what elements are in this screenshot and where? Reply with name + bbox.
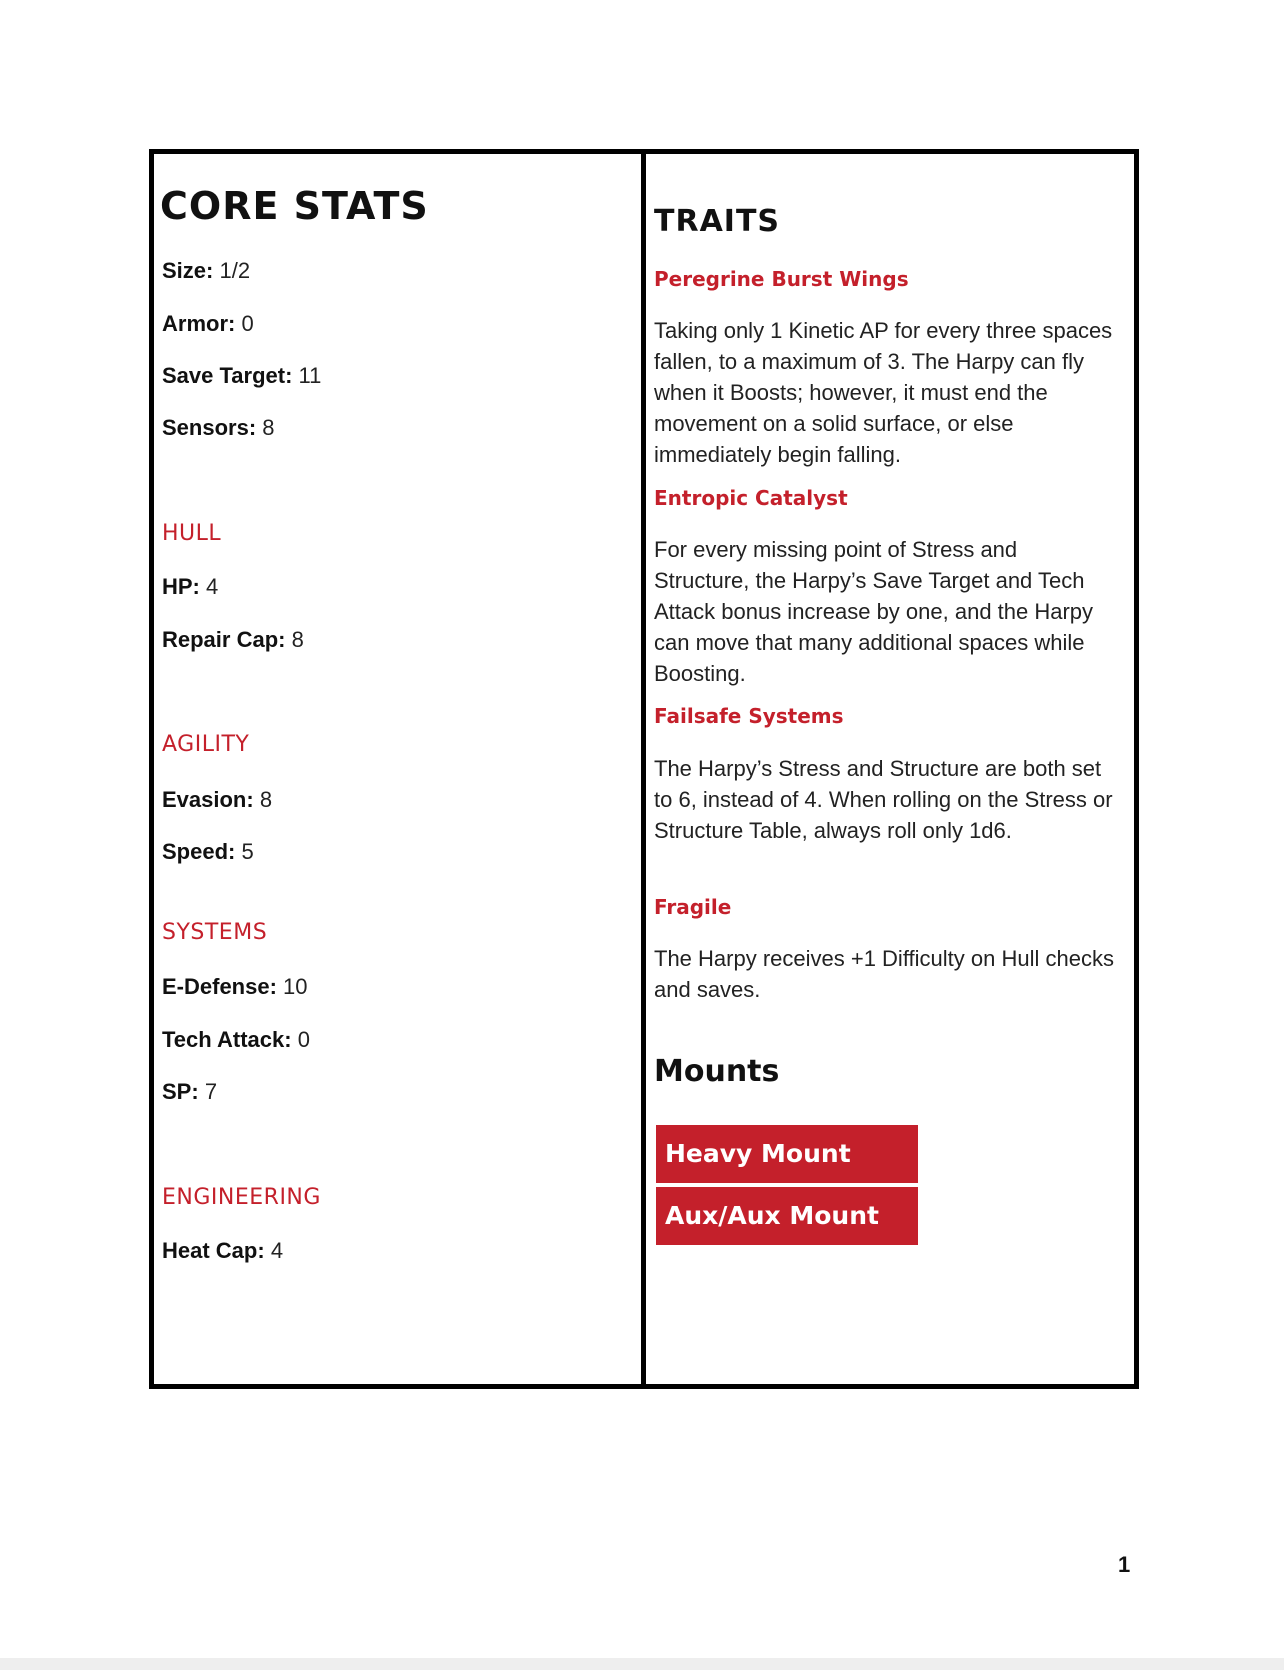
trait-name: Failsafe Systems [654,704,844,728]
trait-name: Peregrine Burst Wings [654,267,909,291]
stat-sensors: Sensors: 8 [162,415,275,440]
trait-description: The Harpy’s Stress and Structure are both set to 6, instead of 4. When rolling on the Stress or Structure Table, always roll only 1d6. [654,756,1113,843]
stat-sheet [149,149,1139,1389]
hull-heading: HULL [162,521,222,546]
stat-size: Size: 1/2 [162,258,251,283]
stat-save-target: Save Target: 11 [162,363,322,388]
systems-heading: SYSTEMS [162,920,268,945]
trait-name: Entropic Catalyst [654,486,848,510]
mounts-title: Mounts [654,1054,780,1089]
stat-hp: HP: 4 [162,574,219,599]
page-bottom-bar [0,1658,1284,1670]
core-stats-column [154,154,646,1384]
stat-armor: Armor: 0 [162,311,254,336]
stat-speed: Speed: 5 [162,839,254,864]
stat-sp: SP: 7 [162,1079,218,1104]
heavy-mount-button[interactable]: Heavy Mount [656,1125,918,1183]
stat-heat-cap: Heat Cap: 4 [162,1238,284,1263]
trait-description: Taking only 1 Kinetic AP for every three spaces fallen, to a maximum of 3. The Harpy can fly when it Boosts; however, it must end the movement on a solid surface, or else immediately begin falling. [654,318,1113,467]
trait-name: Fragile [654,895,732,919]
core-stats-title: CORE STATS [160,184,429,228]
traits-title: TRAITS [654,204,781,239]
page-number: 1 [1118,1552,1131,1577]
trait-description: The Harpy receives +1 Difficulty on Hull checks and saves. [654,946,1114,1002]
trait-description: For every missing point of Stress and Structure, the Harpy’s Save Target and Tech Attack bonus increase by one, and the Harpy can move that many additional spaces while Boosting. [654,537,1094,686]
stat-evasion: Evasion: 8 [162,787,273,812]
aux-aux-mount-button[interactable]: Aux/Aux Mount [656,1187,918,1245]
agility-heading: AGILITY [162,732,250,757]
stat-e-defense: E-Defense: 10 [162,974,308,999]
stat-repair-cap: Repair Cap: 8 [162,627,304,652]
engineering-heading: ENGINEERING [162,1185,321,1210]
traits-column [646,154,1134,1384]
stat-tech-attack: Tech Attack: 0 [162,1027,310,1052]
